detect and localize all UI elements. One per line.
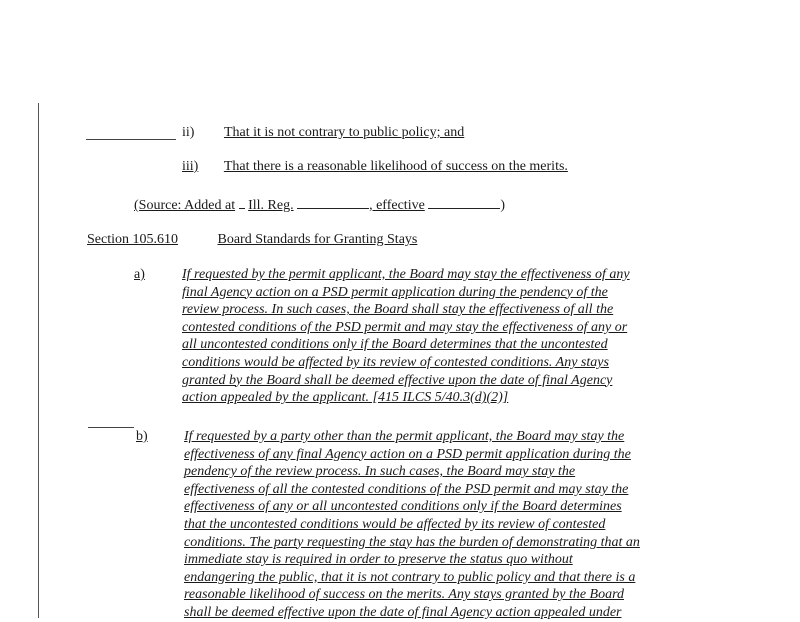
item-iii-text: That there is a reasonable likelihood of success on the merits. <box>223 159 568 174</box>
item-iii-label: iii) <box>182 159 199 174</box>
subsection-b-line: If requested by a party other than the permit applicant, the Board may stay the <box>184 429 625 444</box>
section-title: Board Standards for Granting Stays <box>217 232 418 247</box>
item-ii-label: ii) <box>182 125 195 140</box>
volume-blank <box>239 195 245 209</box>
subsection-a-label-text: a) <box>134 267 145 282</box>
subsection-a-line: action appealed by the applicant. [415 ILCS 5/40.3(d)(2)] <box>182 390 509 406</box>
source-reg: Ill. Reg. <box>248 198 294 213</box>
subsection-b-line: shall be deemed effective upon the date of final Agency action appealed under <box>184 604 622 620</box>
subsection-b-label <box>136 428 148 445</box>
date-blank <box>428 195 500 209</box>
source-close: ) <box>500 198 505 213</box>
revision-mark-top <box>86 139 176 140</box>
subsection-b-line: effectiveness of all the contested conditions of the PSD permit and may stay the <box>184 481 629 497</box>
subsection-a-line: contested conditions of the PSD permit and may stay the effectiveness of any or <box>182 319 628 335</box>
item-iii <box>182 158 568 175</box>
subsection-b-line: conditions. The party requesting the stay has the burden of demonstrating that an <box>184 534 640 550</box>
subsection-b-line: effectiveness of any final Agency action on a PSD permit application during the <box>184 446 631 462</box>
subsection-b-line: immediate stay is required in order to preserve the status quo without <box>184 552 573 568</box>
subsection-a-line: conditions would be affected by its review of contested conditions. Any stays <box>182 354 609 370</box>
subsection-a-line: If requested by the permit applicant, the Board may stay the effectiveness of any <box>182 267 630 282</box>
subsection-a-line: final Agency action on a PSD permit application during the pendency of the <box>182 284 608 300</box>
subsection-b-line: pendency of the review process. In such cases, the Board may stay the <box>184 464 576 480</box>
source-effective: , effective <box>369 198 425 213</box>
item-ii-text: That it is not contrary to public policy; and <box>223 125 465 140</box>
subsection-b-line: endangering the public, that it is not contrary to public policy and that there is a <box>184 569 636 585</box>
subsection-a-line: review process. In such cases, the Board shall stay the effectiveness of all the <box>182 302 614 318</box>
subsection-a-line: all uncontested conditions only if the Board determines that the uncontested <box>182 337 608 353</box>
subsection-b-line: that the uncontested conditions would be affected by its review of contested <box>184 516 606 532</box>
page-blank <box>297 195 369 209</box>
revision-margin-bar <box>38 103 39 618</box>
revision-mark-b <box>88 427 134 428</box>
subsection-a-line: granted by the Board shall be deemed effective upon the date of final Agency <box>182 372 613 388</box>
source-line <box>134 195 505 214</box>
item-ii <box>182 124 464 141</box>
source-prefix: (Source: Added at <box>134 198 236 213</box>
section-number: Section 105.610 <box>87 232 178 247</box>
subsection-a-label <box>134 266 145 283</box>
subsection-b-line: effectiveness of any or all uncontested conditions only if the Board determines <box>184 499 622 515</box>
subsection-b-text <box>184 428 704 622</box>
subsection-a-text <box>182 266 702 407</box>
subsection-b-label-text: b) <box>136 429 148 444</box>
section-heading <box>87 231 417 248</box>
subsection-b-line: reasonable likelihood of success on the merits. Any stays granted by the Board <box>184 587 625 603</box>
